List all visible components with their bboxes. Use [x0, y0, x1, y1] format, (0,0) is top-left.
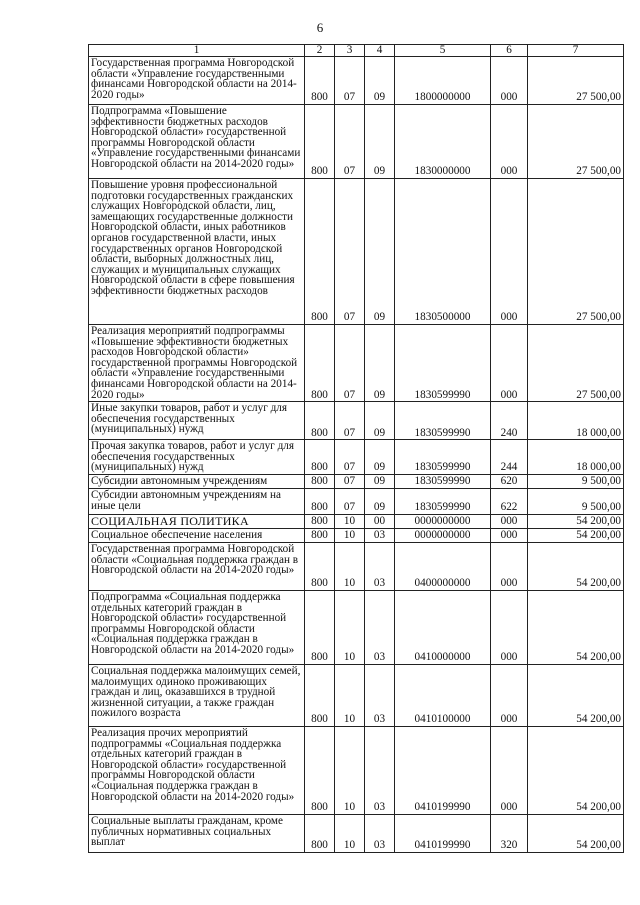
subsection-cell: 03 [365, 590, 395, 664]
amount-cell: 9 500,00 [528, 488, 624, 514]
target-article-cell: 1830000000 [395, 105, 491, 179]
target-article-cell: 0410000000 [395, 590, 491, 664]
row-name-cell: Государственная программа Новгородской области «Управление государственными финансами Новгородской области на 2014-2020 годы» [89, 57, 305, 105]
column-header: 3 [335, 45, 365, 57]
expense-type-cell: 000 [491, 179, 528, 325]
table-row [89, 179, 624, 325]
code-cell: 800 [305, 179, 335, 325]
code-cell: 800 [305, 590, 335, 664]
subsection-cell: 09 [365, 179, 395, 325]
table-row [89, 726, 624, 814]
code-cell: 800 [305, 325, 335, 402]
subsection-cell: 03 [365, 528, 395, 542]
section-cell: 10 [335, 542, 365, 590]
table-row [89, 402, 624, 440]
expense-type-cell: 000 [491, 105, 528, 179]
row-name-cell: СОЦИАЛЬНАЯ ПОЛИТИКА [89, 514, 305, 528]
subsection-cell: 09 [365, 105, 395, 179]
section-cell: 07 [335, 488, 365, 514]
table-row [89, 325, 624, 402]
column-header: 6 [491, 45, 528, 57]
code-cell: 800 [305, 814, 335, 852]
target-article-cell: 0400000000 [395, 542, 491, 590]
row-name-cell: Подпрограмма «Повышение эффективности бюджетных расходов Новгородской области» государственной программы Новгородской области «Управление государственными финансами Новгородской области на 2014-2020 годы» [89, 105, 305, 179]
amount-cell: 54 200,00 [528, 528, 624, 542]
code-cell: 800 [305, 514, 335, 528]
section-cell: 10 [335, 726, 365, 814]
target-article-cell: 0410100000 [395, 664, 491, 726]
amount-cell: 27 500,00 [528, 179, 624, 325]
target-article-cell: 1830500000 [395, 179, 491, 325]
section-cell: 07 [335, 440, 365, 475]
subsection-cell: 09 [365, 402, 395, 440]
expense-type-cell: 000 [491, 726, 528, 814]
target-article-cell: 0000000000 [395, 528, 491, 542]
section-cell: 07 [335, 179, 365, 325]
table-row [89, 590, 624, 664]
target-article-cell: 0410199990 [395, 726, 491, 814]
subsection-cell: 03 [365, 726, 395, 814]
code-cell: 800 [305, 542, 335, 590]
expense-type-cell: 622 [491, 488, 528, 514]
expense-type-cell: 000 [491, 57, 528, 105]
section-cell: 10 [335, 514, 365, 528]
row-name-cell: Реализация прочих мероприятий подпрограммы «Социальная поддержка отдельных категорий граждан в Новгородской области» государственной программы Новгородской области «Социальная поддержка граждан в Новгородской области на 2014-2020 годы» [89, 726, 305, 814]
expense-type-cell: 240 [491, 402, 528, 440]
amount-cell: 18 000,00 [528, 440, 624, 475]
header-row [89, 45, 624, 57]
subsection-cell: 03 [365, 542, 395, 590]
column-header: 1 [89, 45, 305, 57]
subsection-cell: 00 [365, 514, 395, 528]
subsection-cell: 09 [365, 440, 395, 475]
expense-type-cell: 620 [491, 474, 528, 488]
expense-type-cell: 000 [491, 664, 528, 726]
target-article-cell: 1830599990 [395, 488, 491, 514]
row-name-cell: Социальные выплаты гражданам, кроме публичных нормативных социальных выплат [89, 814, 305, 852]
table-row [89, 528, 624, 542]
table-row [89, 542, 624, 590]
subsection-cell: 09 [365, 325, 395, 402]
expense-type-cell: 244 [491, 440, 528, 475]
section-cell: 07 [335, 105, 365, 179]
amount-cell: 54 200,00 [528, 542, 624, 590]
row-name-cell: Государственная программа Новгородской области «Социальная поддержка граждан в Новгородской области на 2014-2020 годы» [89, 542, 305, 590]
row-name-cell: Социальная поддержка малоимущих семей, малоимущих одиноко проживающих граждан и лиц, оказавшихся в трудной жизненной ситуации, а также граждан пожилого возраста [89, 664, 305, 726]
table-row [89, 105, 624, 179]
table-row [89, 488, 624, 514]
column-header: 2 [305, 45, 335, 57]
subsection-cell: 03 [365, 814, 395, 852]
expense-type-cell: 000 [491, 325, 528, 402]
section-cell: 10 [335, 590, 365, 664]
table-row [89, 57, 624, 105]
amount-cell: 9 500,00 [528, 474, 624, 488]
code-cell: 800 [305, 57, 335, 105]
row-name-cell: Субсидии автономным учреждениям [89, 474, 305, 488]
code-cell: 800 [305, 474, 335, 488]
column-header: 4 [365, 45, 395, 57]
target-article-cell: 1830599990 [395, 325, 491, 402]
amount-cell: 18 000,00 [528, 402, 624, 440]
amount-cell: 54 200,00 [528, 664, 624, 726]
expense-type-cell: 000 [491, 590, 528, 664]
subsection-cell: 09 [365, 488, 395, 514]
target-article-cell: 1830599990 [395, 474, 491, 488]
target-article-cell: 1830599990 [395, 402, 491, 440]
row-name-cell: Субсидии автономным учреждениям на иные цели [89, 488, 305, 514]
table-row [89, 814, 624, 852]
section-cell: 07 [335, 402, 365, 440]
expense-type-cell: 000 [491, 514, 528, 528]
subsection-cell: 09 [365, 57, 395, 105]
target-article-cell: 1830599990 [395, 440, 491, 475]
table-row [89, 474, 624, 488]
code-cell: 800 [305, 440, 335, 475]
amount-cell: 54 200,00 [528, 514, 624, 528]
table-row [89, 514, 624, 528]
expense-type-cell: 000 [491, 542, 528, 590]
budget-table [88, 44, 624, 853]
amount-cell: 27 500,00 [528, 325, 624, 402]
table-row [89, 440, 624, 475]
amount-cell: 54 200,00 [528, 590, 624, 664]
row-name-cell: Повышение уровня профессиональной подготовки государственных гражданских служащих Новгородской области, лиц, замещающих государственные должности Новгородской области, иных работников органов государственной власти, иных государственных органов Новгородской области, выборных должностных лиц, служащих и муниципальных служащих Новгородской области в сфере повышения эффективности бюджетных расходов [89, 179, 305, 325]
row-name-cell: Иные закупки товаров, работ и услуг для обеспечения государственных (муниципальных) нужд [89, 402, 305, 440]
amount-cell: 27 500,00 [528, 105, 624, 179]
section-cell: 07 [335, 57, 365, 105]
section-cell: 07 [335, 325, 365, 402]
subsection-cell: 03 [365, 664, 395, 726]
subsection-cell: 09 [365, 474, 395, 488]
code-cell: 800 [305, 528, 335, 542]
code-cell: 800 [305, 726, 335, 814]
column-header: 7 [528, 45, 624, 57]
section-cell: 07 [335, 474, 365, 488]
expense-type-cell: 320 [491, 814, 528, 852]
amount-cell: 54 200,00 [528, 814, 624, 852]
code-cell: 800 [305, 402, 335, 440]
row-name-cell: Прочая закупка товаров, работ и услуг для обеспечения государственных (муниципальных) нужд [89, 440, 305, 475]
target-article-cell: 0000000000 [395, 514, 491, 528]
section-cell: 10 [335, 664, 365, 726]
section-cell: 10 [335, 528, 365, 542]
column-header: 5 [395, 45, 491, 57]
expense-type-cell: 000 [491, 528, 528, 542]
row-name-cell: Социальное обеспечение населения [89, 528, 305, 542]
amount-cell: 54 200,00 [528, 726, 624, 814]
row-name-cell: Подпрограмма «Социальная поддержка отдельных категорий граждан в Новгородской области» государственной программы Новгородской области «Социальная поддержка граждан в Новгородской области на 2014-2020 годы» [89, 590, 305, 664]
amount-cell: 27 500,00 [528, 57, 624, 105]
section-cell: 10 [335, 814, 365, 852]
code-cell: 800 [305, 664, 335, 726]
target-article-cell: 1800000000 [395, 57, 491, 105]
target-article-cell: 0410199990 [395, 814, 491, 852]
code-cell: 800 [305, 105, 335, 179]
page-number: 6 [316, 20, 324, 35]
code-cell: 800 [305, 488, 335, 514]
row-name-cell: Реализация мероприятий подпрограммы «Повышение эффективности бюджетных расходов Новгородской области» государственной программы Новгородской области «Управление государственными финансами Новгородской области на 2014-2020 годы» [89, 325, 305, 402]
table-row [89, 664, 624, 726]
